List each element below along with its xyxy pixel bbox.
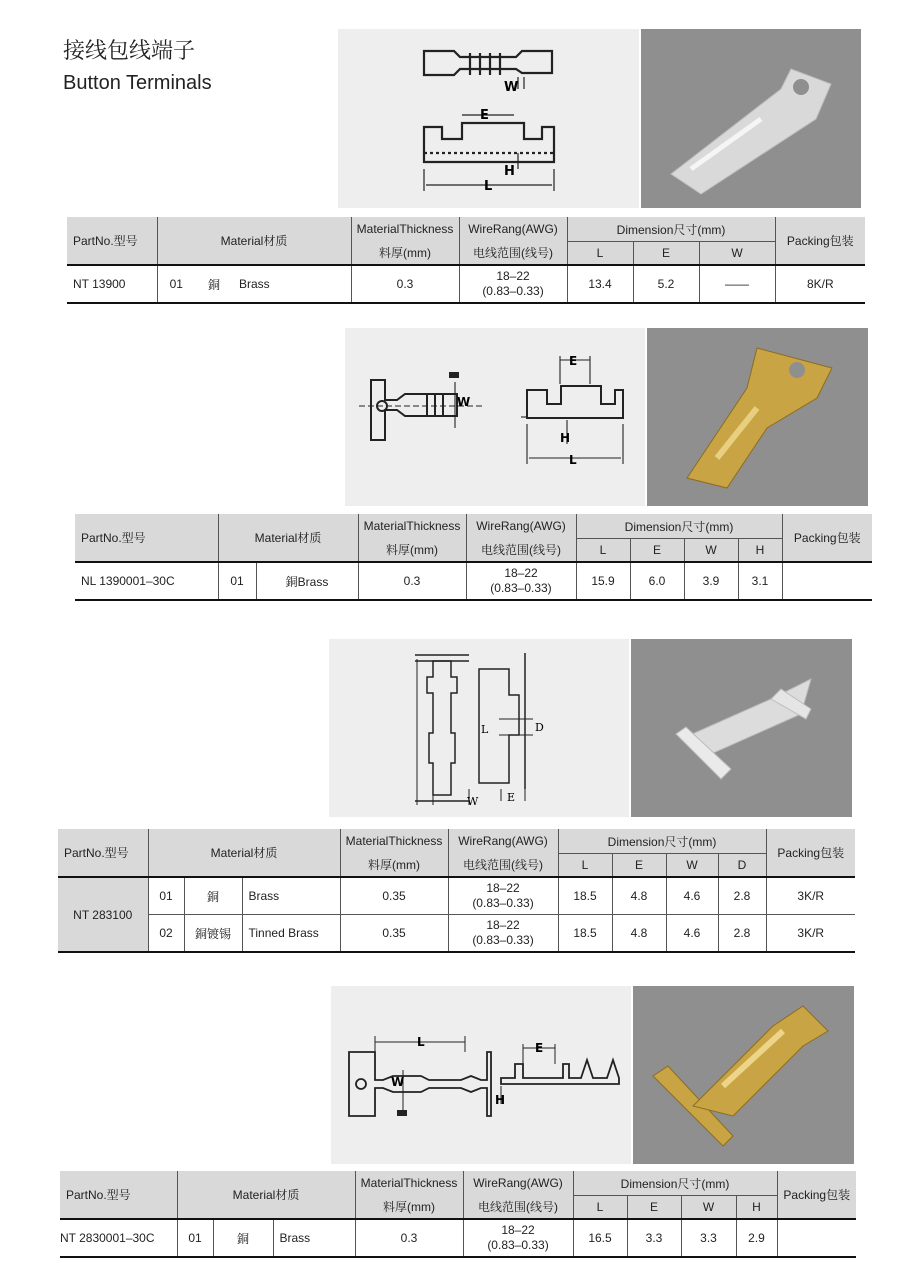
material-cn-cell: 銅	[195, 265, 233, 303]
thickness-cell: 0.3	[358, 562, 466, 600]
dim-col-e: E	[630, 539, 684, 563]
technical-drawing-1	[338, 29, 639, 208]
thickness-cell: 0.3	[355, 1219, 463, 1257]
drawing-label-e: E	[535, 1041, 544, 1055]
header-dimension: Dimension尺寸(mm)	[576, 514, 782, 539]
wire-range-cell	[466, 562, 576, 600]
partno-cell: NL 1390001–30C	[75, 562, 218, 600]
thickness-cell: 0.3	[351, 265, 459, 303]
material-cn-cell: 銅	[213, 1219, 273, 1257]
packing-cell: 8K/R	[775, 265, 865, 303]
dim-w-cell: 4.6	[666, 915, 718, 953]
header-thickness-cn: 料厚(mm)	[358, 539, 466, 563]
dim-d-cell: 2.8	[718, 877, 766, 915]
dim-h-cell: 2.9	[736, 1219, 777, 1257]
awg-value: 18–22	[486, 881, 520, 895]
header-dimension: Dimension尺寸(mm)	[558, 829, 766, 854]
table-row	[58, 915, 855, 953]
material-cn-cell: 銅镀锡	[184, 915, 242, 953]
code-cell: 01	[148, 877, 184, 915]
dim-l-cell: 15.9	[576, 562, 630, 600]
drawing-label-w: W	[391, 1075, 405, 1089]
dim-e-cell: 6.0	[630, 562, 684, 600]
packing-cell: 3K/R	[766, 877, 855, 915]
drawing-label-l: L	[569, 453, 577, 467]
dim-col-e: E	[633, 242, 699, 266]
header-thickness-cn: 料厚(mm)	[340, 854, 448, 878]
drawing-label-d: D	[535, 721, 544, 734]
dim-w-cell: ——	[699, 265, 775, 303]
mm-value: (0.83–0.33)	[487, 1238, 549, 1252]
header-packing: Packing包装	[766, 829, 855, 877]
spec-table-1	[67, 217, 865, 304]
dim-e-cell: 5.2	[633, 265, 699, 303]
thickness-cell: 0.35	[340, 877, 448, 915]
code-cell: 01	[177, 1219, 213, 1257]
dim-e-cell: 4.8	[612, 915, 666, 953]
material-cn-cell: 銅	[184, 877, 242, 915]
drawing-label-e: E	[507, 791, 516, 804]
code-cell: 01	[218, 562, 256, 600]
header-thickness: MaterialThickness	[340, 829, 448, 854]
drawing-label-w: W	[504, 80, 519, 95]
dim-col-e: E	[612, 854, 666, 878]
dim-w-cell: 3.3	[681, 1219, 736, 1257]
header-wire: WireRang(AWG)	[466, 514, 576, 539]
material-en-cell: Brass	[233, 265, 351, 303]
partno-cell: NT 283100	[58, 877, 148, 952]
dim-w-cell: 4.6	[666, 877, 718, 915]
page-title-en: Button Terminals	[63, 72, 212, 94]
mm-value: (0.83–0.33)	[472, 933, 534, 947]
dim-e-cell: 4.8	[612, 877, 666, 915]
wire-range-cell	[448, 877, 558, 915]
packing-cell	[777, 1219, 856, 1257]
spec-table-3	[58, 829, 855, 953]
header-thickness-cn: 料厚(mm)	[351, 242, 459, 266]
drawing-label-l: L	[417, 1035, 425, 1049]
dim-col-w: W	[666, 854, 718, 878]
spec-table-4	[60, 1171, 856, 1258]
dim-w-cell: 3.9	[684, 562, 738, 600]
code-cell: 02	[148, 915, 184, 953]
header-packing: Packing包装	[775, 217, 865, 265]
dim-col-w: W	[684, 539, 738, 563]
header-material: Material材质	[148, 829, 340, 877]
wire-range-cell	[463, 1219, 573, 1257]
drawing-label-w: W	[467, 795, 479, 808]
dim-col-l: L	[573, 1196, 627, 1220]
packing-cell: 3K/R	[766, 915, 855, 953]
header-partno: PartNo.型号	[75, 514, 218, 562]
material-en-cell: Brass	[273, 1219, 355, 1257]
dim-l-cell: 13.4	[567, 265, 633, 303]
material-cell: 銅Brass	[256, 562, 358, 600]
header-wire: WireRang(AWG)	[459, 217, 567, 242]
code-cell: 01	[157, 265, 195, 303]
material-en-cell: Tinned Brass	[242, 915, 340, 953]
drawing-label-w: W	[457, 395, 471, 409]
dim-col-l: L	[567, 242, 633, 266]
header-partno: PartNo.型号	[60, 1171, 177, 1219]
header-packing: Packing包装	[777, 1171, 856, 1219]
table-row	[58, 877, 855, 915]
partno-cell: NT 2830001–30C	[60, 1219, 177, 1257]
drawing-label-l: L	[481, 723, 489, 736]
header-dimension: Dimension尺寸(mm)	[573, 1171, 777, 1196]
header-dimension: Dimension尺寸(mm)	[567, 217, 775, 242]
awg-value: 18–22	[486, 918, 520, 932]
drawing-label-e: E	[569, 354, 578, 368]
thickness-cell: 0.35	[340, 915, 448, 953]
mm-value: (0.83–0.33)	[472, 896, 534, 910]
header-wire-cn: 电线范围(线号)	[459, 242, 567, 266]
technical-drawing-4	[331, 986, 631, 1164]
header-wire-cn: 电线范围(线号)	[463, 1196, 573, 1220]
header-wire-cn: 电线范围(线号)	[448, 854, 558, 878]
dim-col-d: D	[718, 854, 766, 878]
dim-col-w: W	[699, 242, 775, 266]
dim-col-e: E	[627, 1196, 681, 1220]
drawing-label-h: H	[560, 431, 571, 445]
product-photo-1	[641, 29, 861, 208]
header-wire-cn: 电线范围(线号)	[466, 539, 576, 563]
dim-l-cell: 18.5	[558, 877, 612, 915]
header-packing: Packing包装	[782, 514, 872, 562]
dim-col-h: H	[736, 1196, 777, 1220]
header-material: Material材质	[157, 217, 351, 265]
page-title-cn: 接线包线端子	[63, 39, 196, 64]
header-thickness: MaterialThickness	[358, 514, 466, 539]
header-thickness: MaterialThickness	[351, 217, 459, 242]
packing-cell	[782, 562, 872, 600]
header-thickness: MaterialThickness	[355, 1171, 463, 1196]
drawing-label-e: E	[480, 108, 489, 123]
mm-value: (0.83–0.33)	[482, 284, 544, 298]
dim-e-cell: 3.3	[627, 1219, 681, 1257]
drawing-label-h: H	[504, 164, 515, 179]
awg-value: 18–22	[496, 269, 530, 283]
product-photo-2	[647, 328, 868, 506]
header-wire: WireRang(AWG)	[448, 829, 558, 854]
drawing-label-h: H	[495, 1093, 506, 1107]
dim-col-l: L	[576, 539, 630, 563]
dim-col-h: H	[738, 539, 782, 563]
dim-l-cell: 18.5	[558, 915, 612, 953]
material-en-cell: Brass	[242, 877, 340, 915]
technical-drawing-2	[345, 328, 645, 506]
dim-l-cell: 16.5	[573, 1219, 627, 1257]
spec-table-2	[75, 514, 872, 601]
header-partno: PartNo.型号	[58, 829, 148, 877]
dim-col-w: W	[681, 1196, 736, 1220]
dim-h-cell: 3.1	[738, 562, 782, 600]
table-row	[60, 1219, 856, 1257]
drawing-label-l: L	[484, 179, 493, 194]
wire-range-cell	[448, 915, 558, 953]
table-row	[75, 562, 872, 600]
header-wire: WireRang(AWG)	[463, 1171, 573, 1196]
mm-value: (0.83–0.33)	[490, 581, 552, 595]
table-row	[67, 265, 865, 303]
header-partno: PartNo.型号	[67, 217, 157, 265]
product-photo-3	[631, 639, 852, 817]
technical-drawing-3	[329, 639, 629, 817]
dim-d-cell: 2.8	[718, 915, 766, 953]
awg-value: 18–22	[504, 566, 538, 580]
product-photo-4	[633, 986, 854, 1164]
partno-cell: NT 13900	[67, 265, 157, 303]
dim-col-l: L	[558, 854, 612, 878]
wire-range-cell	[459, 265, 567, 303]
awg-value: 18–22	[501, 1223, 535, 1237]
header-material: Material材质	[177, 1171, 355, 1219]
header-material: Material材质	[218, 514, 358, 562]
header-thickness-cn: 料厚(mm)	[355, 1196, 463, 1220]
